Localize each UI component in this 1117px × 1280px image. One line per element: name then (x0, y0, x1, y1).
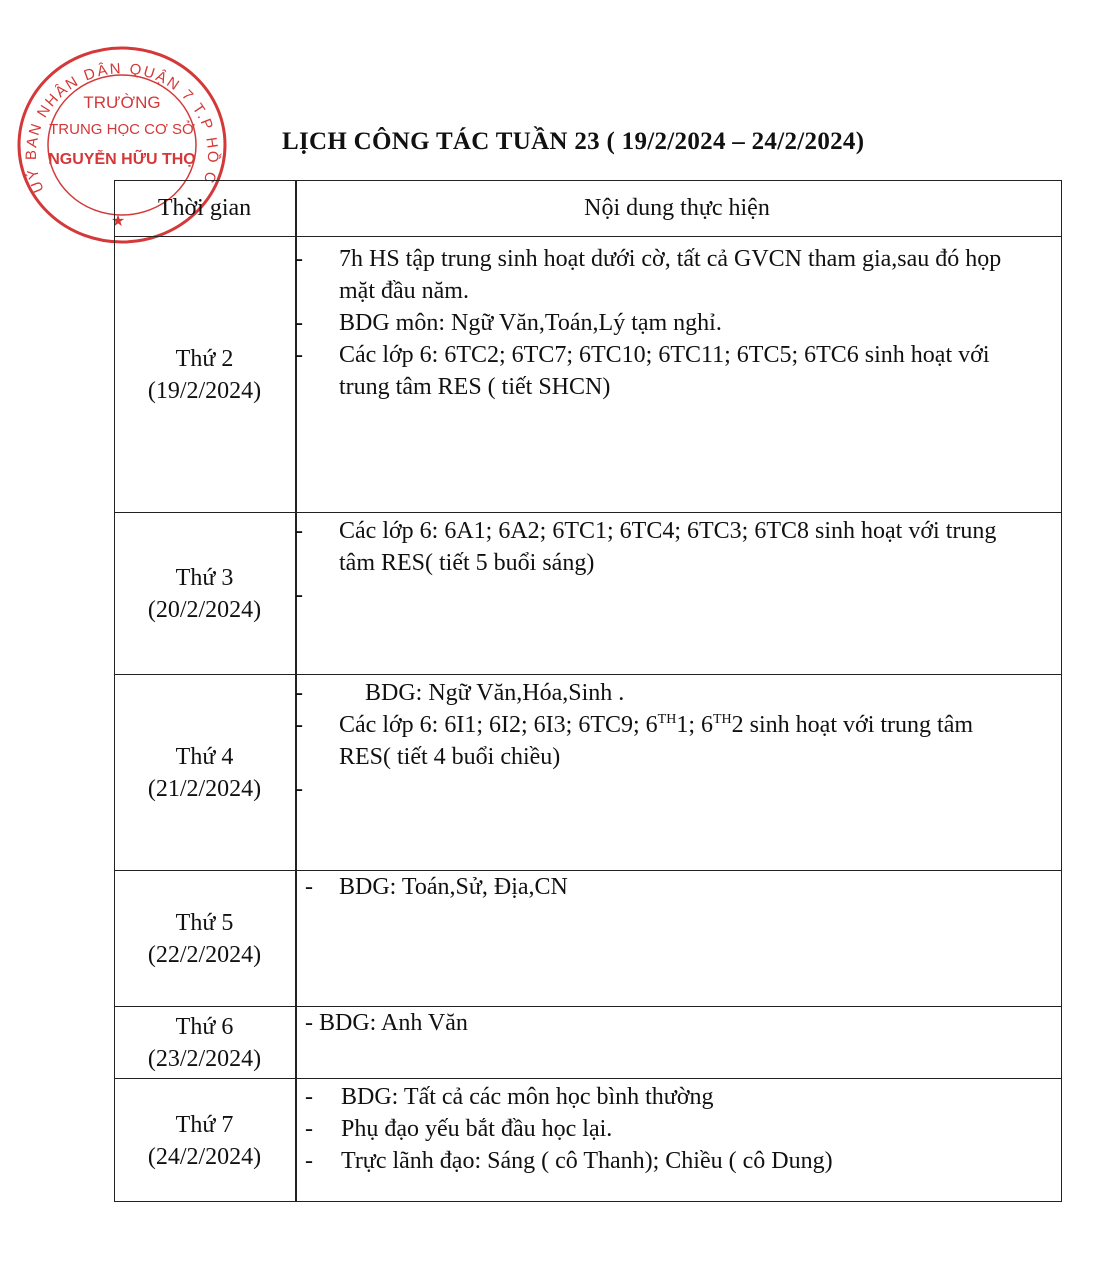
seal-line2: TRUNG HỌC CƠ SỞ (49, 121, 195, 138)
list-item: - BDG môn: Ngữ Văn,Toán,Lý tạm nghỉ. (295, 307, 1005, 339)
row-date: (22/2/2024) (147, 942, 262, 968)
table-row (114, 1006, 1062, 1078)
list-item: - 7h HS tập trung sinh hoạt dưới cờ, tất cả GVCN tham gia,sau đó họp mặt đầu năm. (295, 243, 1005, 307)
svg-text:★: ★ (110, 213, 126, 230)
row-day: Thứ 7 (175, 1112, 234, 1138)
list-item-empty (295, 773, 1005, 805)
table-row (114, 512, 1062, 674)
row-day: Thứ 3 (175, 565, 234, 591)
list-item: - BDG: Anh Văn (305, 1010, 468, 1036)
list-item: - BDG: Toán,Sử, Địa,CN (305, 871, 1049, 903)
row-day: Thứ 5 (175, 910, 234, 936)
list-item-empty (295, 579, 1005, 611)
row-day: Thứ 2 (175, 346, 234, 372)
row-date: (20/2/2024) (147, 597, 262, 623)
row-date: (19/2/2024) (147, 378, 262, 404)
list-item: - Phụ đạo yếu bắt đầu học lại. (305, 1113, 1049, 1145)
row-day: Thứ 4 (175, 744, 234, 770)
list-item: - Các lớp 6: 6I1; 6I2; 6I3; 6TC9; 6TH1; 6TH2 sinh hoạt với trung tâm RES( tiết 4 buổi chiều) (295, 709, 1005, 773)
list-item: - BDG: Tất cả các môn học bình thường (305, 1081, 1049, 1113)
page-title: LỊCH CÔNG TÁC TUẦN 23 ( 19/2/2024 – 24/2/2024) (282, 128, 865, 155)
header-content: Nội dung thực hiện (584, 195, 770, 221)
list-item: - Trực lãnh đạo: Sáng ( cô Thanh); Chiều ( cô Dung) (305, 1145, 1049, 1177)
row-date: (23/2/2024) (147, 1046, 262, 1072)
list-item: - Các lớp 6: 6TC2; 6TC7; 6TC10; 6TC11; 6TC5; 6TC6 sinh hoạt với trung tâm RES ( tiết SHCN) (295, 339, 1005, 403)
seal-line3: NGUYỄN HỮU THỌ (48, 151, 196, 168)
seal-line1: TRƯỜNG (83, 93, 161, 112)
seal-outer-text: UỶ BAN NHÂN DÂN QUẬN 7 T.P HỒ C (22, 60, 222, 196)
list-item: - Các lớp 6: 6A1; 6A2; 6TC1; 6TC4; 6TC3; 6TC8 sinh hoạt với trung tâm RES( tiết 5 buổi sáng) (295, 515, 1005, 579)
list-item: - BDG: Ngữ Văn,Hóa,Sinh . (295, 677, 1005, 709)
row-date: (24/2/2024) (147, 1144, 262, 1170)
row-date: (21/2/2024) (147, 776, 262, 802)
table-row (114, 674, 1062, 870)
table-row (114, 870, 1062, 1006)
row-day: Thứ 6 (175, 1014, 234, 1040)
header-time: Thời gian (157, 195, 252, 221)
table-row (114, 236, 1062, 512)
table-row (114, 1078, 1062, 1202)
